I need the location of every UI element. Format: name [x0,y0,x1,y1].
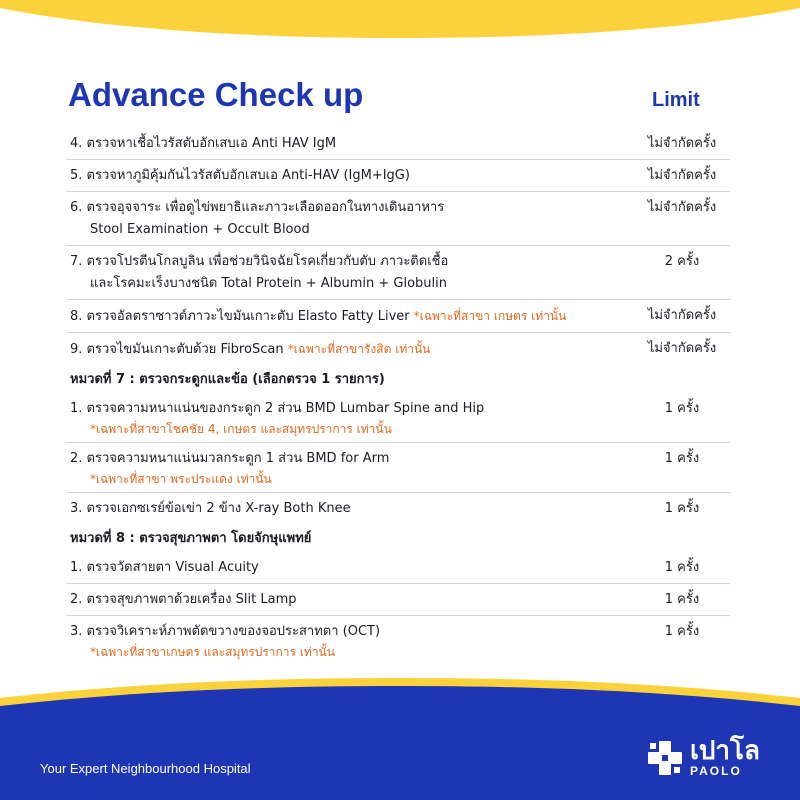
item-limit: 1 ครั้ง [664,451,700,466]
list-item [66,160,730,192]
top-yellow-wave [0,0,800,60]
category-7-heading: หมวดที่ 7 : ตรวจกระดูกและข้อ (เลือกตรวจ 1 รายการ) [70,372,385,387]
list-item [66,192,730,246]
item-limit: 2 ครั้ง [664,254,700,269]
branch-note: *เฉพาะที่สาขาเกษตร และสมุทรปราการ เท่านั้น [90,645,335,659]
branch-note: *เฉพาะที่สาขาโชคชัย 4, เกษตร และสมุทรปราการ เท่านั้น [90,422,392,436]
item-limit: ไม่จำกัดครั้ง [647,341,717,356]
hospital-tagline: Your Expert Neighbourhood Hospital [40,761,251,776]
item-limit: 1 ครั้ง [664,624,700,639]
list-item [66,300,730,333]
item-limit: ไม่จำกัดครั้ง [647,308,717,323]
item-text: 9. ตรวจไขมันเกาะตับด้วย FibroScan [70,342,284,357]
item-text: 2. ตรวจสุขภาพตาด้วยเครื่อง Slit Lamp [70,592,297,607]
branch-note: *เฉพาะที่สาขารังสิต เท่านั้น [287,342,431,356]
item-text: 3. ตรวจเอกซเรย์ข้อเข่า 2 ข้าง X-ray Both Knee [70,501,351,516]
item-limit: 1 ครั้ง [664,560,700,575]
logo-thai-text: เปาโล [690,736,760,766]
checkup-list [66,128,730,665]
category-8-heading: หมวดที่ 8 : ตรวจสุขภาพตา โดยจักษุแพทย์ [70,531,312,546]
list-item [66,333,730,365]
branch-note: *เฉพาะที่สาขา พระประแดง เท่านั้น [90,472,272,486]
list-item [66,493,730,524]
item-text-line2: และโรคมะเร็งบางชนิด Total Protein + Albumin + Globulin [90,276,447,291]
item-limit: 1 ครั้ง [664,592,700,607]
item-limit: 1 ครั้ง [664,401,700,416]
page-title: Advance Check up [68,76,364,113]
item-limit: 1 ครั้ง [664,501,700,516]
list-item [66,552,730,584]
list-item [66,616,730,665]
limit-column-header: Limit [652,89,700,111]
item-text: 4. ตรวจหาเชื้อไวรัสตับอักเสบเอ Anti HAV IgM [70,136,337,151]
paolo-cross-logo-icon [646,739,684,777]
item-text: 5. ตรวจหาภูมิคุ้มกันไวรัสตับอักเสบเอ Anti-HAV (IgM+IgG) [70,168,410,183]
logo-english-text: PAOLO [690,764,742,778]
list-item [66,246,730,300]
item-text: 2. ตรวจความหนาแน่นมวลกระดูก 1 ส่วน BMD for Arm [70,451,390,466]
list-item [66,584,730,616]
item-text: 1. ตรวจวัดสายตา Visual Acuity [70,560,259,575]
item-text: 3. ตรวจวิเคราะห์ภาพตัดขวางของจอประสาทตา (OCT) [70,624,381,639]
paolo-logo [646,738,760,777]
item-text: 6. ตรวจอุจจาระ เพื่อดูไข่พยาธิและภาวะเลือดออกในทางเดินอาหาร [70,200,445,215]
list-item [66,393,730,443]
item-text: 7. ตรวจโปรตีนโกลบูลิน เพื่อช่วยวินิจฉัยโรคเกี่ยวกับตับ ภาวะติดเชื้อ [70,254,449,269]
branch-note: *เฉพาะที่สาขา เกษตร เท่านั้น [413,309,567,323]
item-text: 1. ตรวจความหนาแน่นของกระดูก 2 ส่วน BMD Lumbar Spine and Hip [70,401,485,416]
list-item [66,443,730,493]
item-limit: ไม่จำกัดครั้ง [647,136,717,151]
list-item [66,128,730,160]
item-text: 8. ตรวจอัลตราซาวด์ภาวะไขมันเกาะตับ Elasto Fatty Liver [70,309,410,324]
item-limit: ไม่จำกัดครั้ง [647,200,717,215]
item-text-line2: Stool Examination + Occult Blood [90,222,310,237]
item-limit: ไม่จำกัดครั้ง [647,168,717,183]
